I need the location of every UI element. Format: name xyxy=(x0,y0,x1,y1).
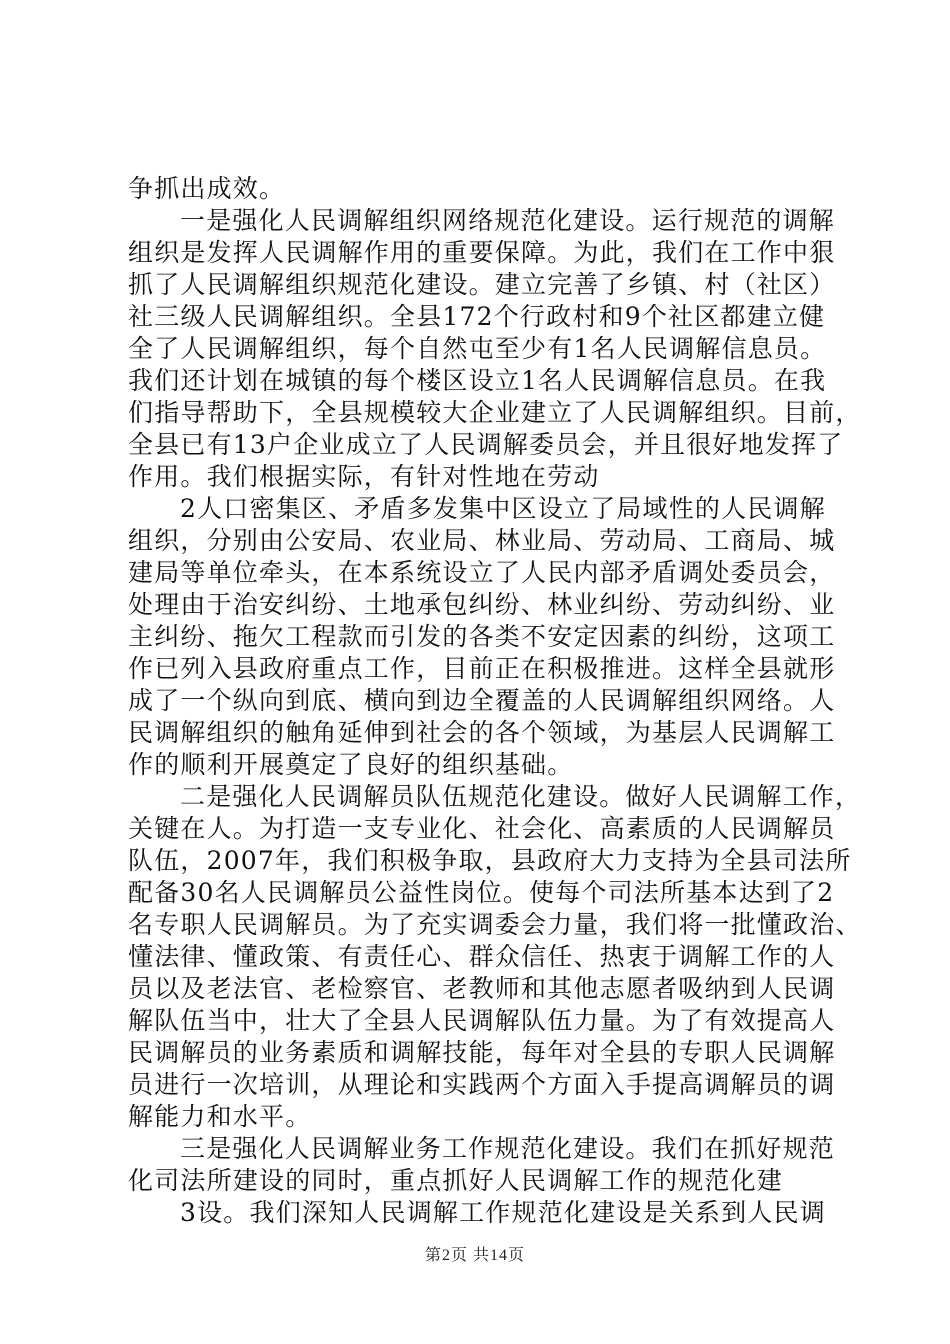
text-line: 关键在人。为打造一支专业化、社会化、高素质的人民调解员 xyxy=(128,814,836,843)
paragraph-first-line: 2人口密集区、矛盾多发集中区设立了局域性的人民调解 xyxy=(180,494,826,523)
text-line: 队伍，2007年，我们积极争取，县政府大力支持为全县司法所 xyxy=(128,846,852,875)
text-line: 处理由于治安纠纷、土地承包纠纷、林业纠纷、劳动纠纷、业 xyxy=(128,590,836,619)
text-line: 们指导帮助下，全县规模较大企业建立了人民调解组织。目前， xyxy=(128,398,862,427)
text-line: 全了人民调解组织，每个自然屯至少有1名人民调解信息员。 xyxy=(128,334,827,363)
text-line: 成了一个纵向到底、横向到边全覆盖的人民调解组织网络。人 xyxy=(128,686,836,715)
text-line: 作已列入县政府重点工作，目前正在积极推进。这样全县就形 xyxy=(128,654,836,683)
text-line: 员以及老法官、老检察官、老教师和其他志愿者吸纳到人民调 xyxy=(128,974,836,1003)
text-line: 主纠纷、拖欠工程款而引发的各类不安定因素的纠纷，这项工 xyxy=(128,622,836,651)
paragraph-first-line: 三是强化人民调解业务工作规范化建设。我们在抓好规范 xyxy=(180,1134,836,1163)
text-line: 争抓出成效。 xyxy=(128,174,286,203)
text-line: 员进行一次培训，从理论和实践两个方面入手提高调解员的调 xyxy=(128,1070,836,1099)
text-line: 全县已有13户企业成立了人民调解委员会，并且很好地发挥了 xyxy=(128,430,844,459)
text-line: 社三级人民调解组织。全县172个行政村和9个社区都建立健 xyxy=(128,302,826,331)
paragraph-first-line: 二是强化人民调解员队伍规范化建设。做好人民调解工作， xyxy=(180,782,862,811)
text-line: 作的顺利开展奠定了良好的组织基础。 xyxy=(128,750,574,779)
text-line: 我们还计划在城镇的每个楼区设立1名人民调解信息员。在我 xyxy=(128,366,827,395)
text-line: 建局等单位牵头，在本系统设立了人民内部矛盾调处委员会， xyxy=(128,558,836,587)
text-line: 懂法律、懂政策、有责任心、群众信任、热衷于调解工作的人 xyxy=(128,942,836,971)
text-line: 组织是发挥人民调解作用的重要保障。为此，我们在工作中狠 xyxy=(128,238,836,267)
text-line: 作用。我们根据实际，有针对性地在劳动 xyxy=(128,462,600,491)
paragraph-first-line: 一是强化人民调解组织网络规范化建设。运行规范的调解 xyxy=(180,206,836,235)
text-line: 组织，分别由公安局、农业局、林业局、劳动局、工商局、城 xyxy=(128,526,836,555)
paragraph-first-line: 3设。我们深知人民调解工作规范化建设是关系到人民调 xyxy=(180,1198,826,1227)
text-line: 化司法所建设的同时，重点抓好人民调解工作的规范化建 xyxy=(128,1166,784,1195)
text-line: 解能力和水平。 xyxy=(128,1102,312,1131)
body-text xyxy=(128,173,862,1229)
page-number-footer: 第2页 共14页 xyxy=(424,1247,525,1264)
text-line: 配备30名人民调解员公益性岗位。使每个司法所基本达到了2 xyxy=(128,878,835,907)
text-line: 民调解组织的触角延伸到社会的各个领域，为基层人民调解工 xyxy=(128,718,836,747)
text-line: 解队伍当中，壮大了全县人民调解队伍力量。为了有效提高人 xyxy=(128,1006,836,1035)
text-line: 名专职人民调解员。为了充实调委会力量，我们将一批懂政治、 xyxy=(128,910,862,939)
text-line: 抓了人民调解组织规范化建设。建立完善了乡镇、村（社区） xyxy=(128,270,836,299)
text-line: 民调解员的业务素质和调解技能，每年对全县的专职人民调解 xyxy=(128,1038,836,1067)
